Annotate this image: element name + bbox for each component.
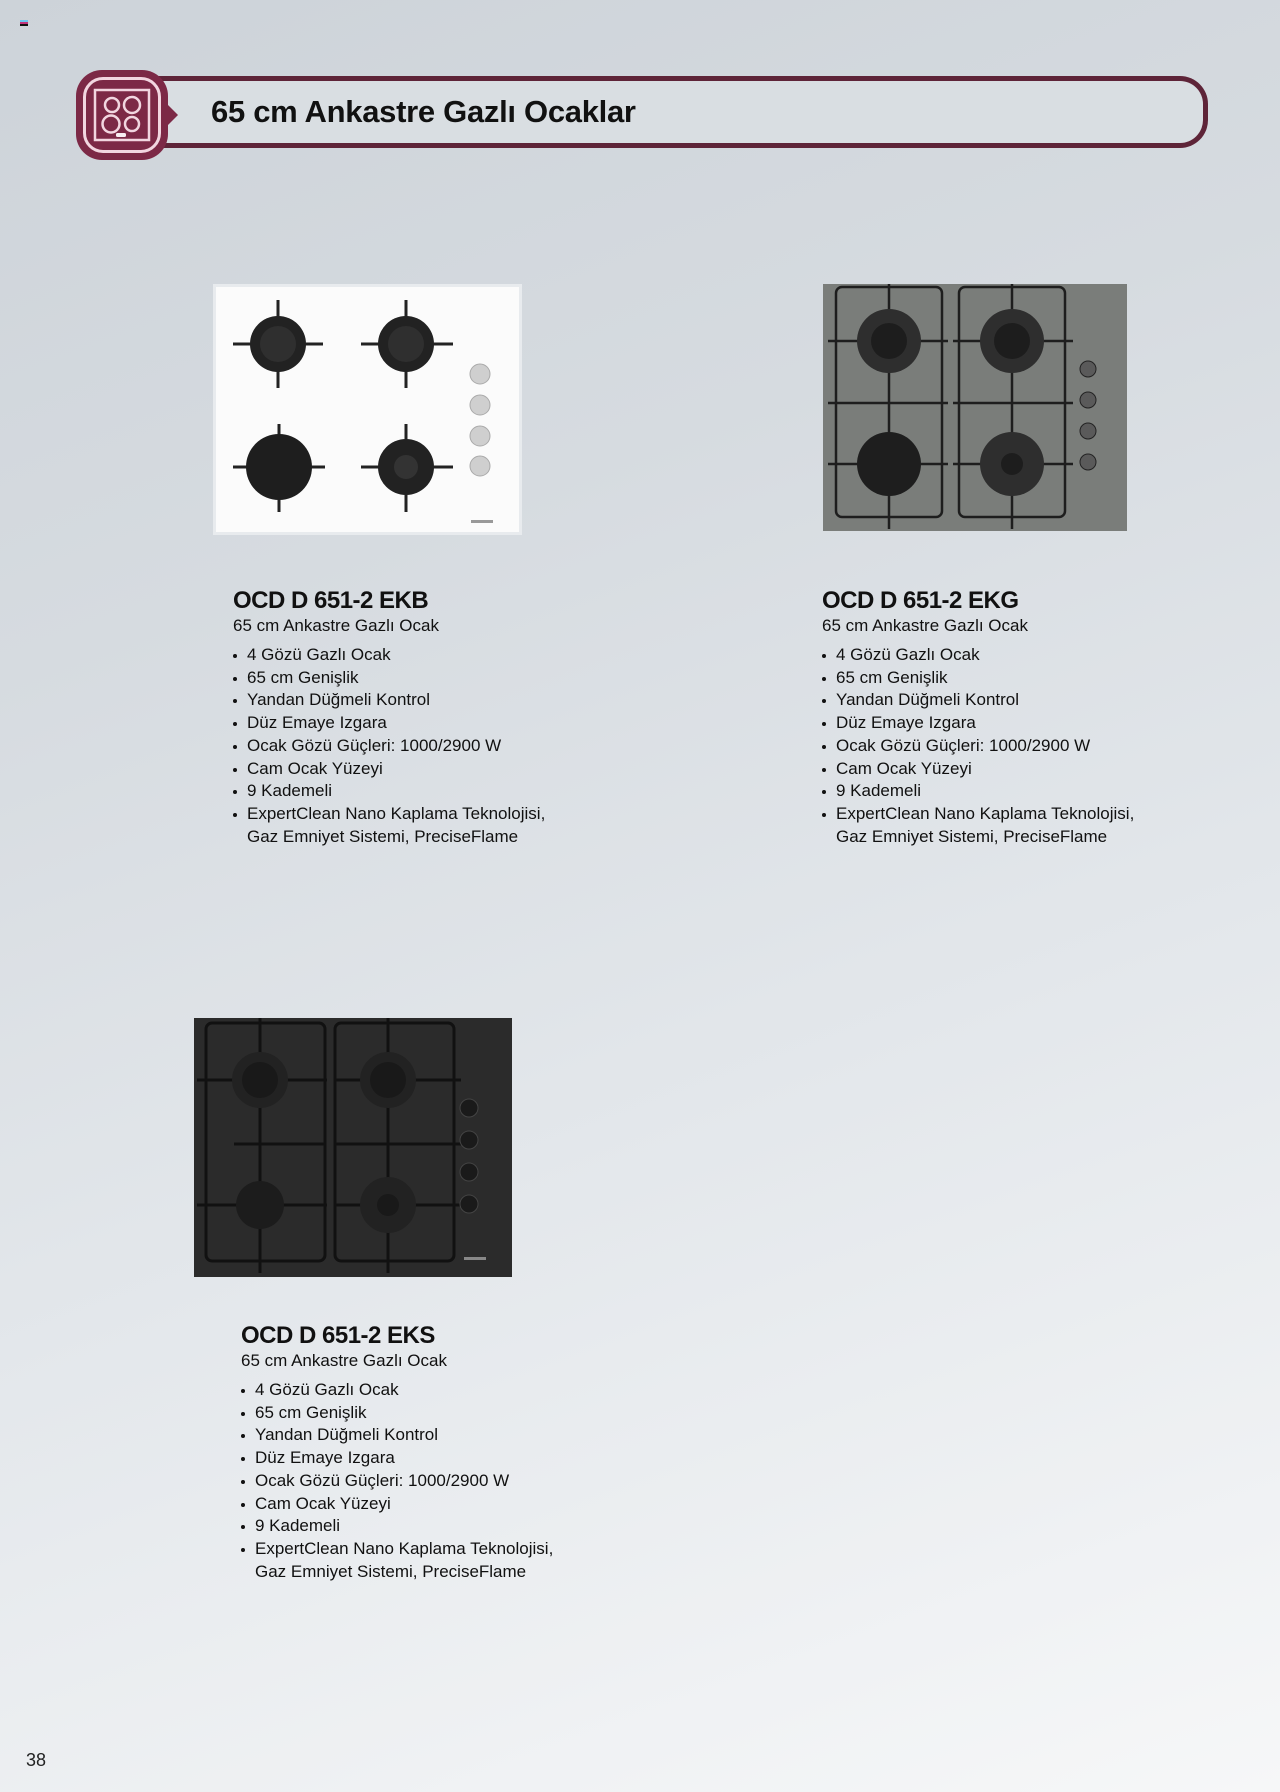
product-image-eks <box>194 1018 512 1277</box>
feature-item: 9 Kademeli <box>233 780 563 803</box>
feature-item: 65 cm Genişlik <box>241 1402 571 1425</box>
feature-item: Yandan Düğmeli Kontrol <box>233 689 563 712</box>
print-color-marks <box>20 20 28 26</box>
feature-item: 9 Kademeli <box>241 1515 571 1538</box>
product-model: OCD D 651-2 EKB <box>233 587 429 614</box>
product-card-ekg <box>822 587 1152 848</box>
feature-list <box>241 1379 571 1583</box>
feature-item: Ocak Gözü Güçleri: 1000/2900 W <box>233 735 563 758</box>
product-image-ekg <box>823 284 1127 531</box>
feature-item: 9 Kademeli <box>822 780 1152 803</box>
product-image-ekb <box>213 284 522 535</box>
section-header <box>76 70 1208 160</box>
feature-item: 65 cm Genişlik <box>822 667 1152 690</box>
feature-item: ExpertClean Nano Kaplama Teknolojisi, Gaz Emniyet Sistemi, PreciseFlame <box>822 803 1152 848</box>
page-title: 65 cm Ankastre Gazlı Ocaklar <box>211 94 636 129</box>
feature-item: Düz Emaye Izgara <box>822 712 1152 735</box>
feature-item: Yandan Düğmeli Kontrol <box>822 689 1152 712</box>
feature-item: 65 cm Genişlik <box>233 667 563 690</box>
product-subtitle: 65 cm Ankastre Gazlı Ocak <box>233 616 439 635</box>
feature-item: ExpertClean Nano Kaplama Teknolojisi, Gaz Emniyet Sistemi, PreciseFlame <box>233 803 563 848</box>
feature-item: Cam Ocak Yüzeyi <box>233 758 563 781</box>
feature-item: Düz Emaye Izgara <box>241 1447 571 1470</box>
feature-item: Ocak Gözü Güçleri: 1000/2900 W <box>822 735 1152 758</box>
header-arrow <box>166 103 178 127</box>
feature-item: Düz Emaye Izgara <box>233 712 563 735</box>
feature-item: 4 Gözü Gazlı Ocak <box>822 644 1152 667</box>
product-subtitle: 65 cm Ankastre Gazlı Ocak <box>241 1351 447 1370</box>
feature-item: ExpertClean Nano Kaplama Teknolojisi, Gaz Emniyet Sistemi, PreciseFlame <box>241 1538 571 1583</box>
product-card-eks <box>241 1322 571 1583</box>
feature-item: 4 Gözü Gazlı Ocak <box>241 1379 571 1402</box>
feature-item: Yandan Düğmeli Kontrol <box>241 1424 571 1447</box>
product-model: OCD D 651-2 EKG <box>822 587 1019 614</box>
feature-item: Cam Ocak Yüzeyi <box>241 1493 571 1516</box>
product-model: OCD D 651-2 EKS <box>241 1322 435 1349</box>
feature-item: Ocak Gözü Güçleri: 1000/2900 W <box>241 1470 571 1493</box>
feature-item: 4 Gözü Gazlı Ocak <box>233 644 563 667</box>
feature-list <box>822 644 1152 848</box>
product-subtitle: 65 cm Ankastre Gazlı Ocak <box>822 616 1028 635</box>
product-card-ekb <box>233 587 563 848</box>
header-icon-badge <box>76 70 168 160</box>
page-number: 38 <box>26 1750 47 1770</box>
feature-item: Cam Ocak Yüzeyi <box>822 758 1152 781</box>
cooktop-icon <box>76 70 168 160</box>
feature-list <box>233 644 563 848</box>
